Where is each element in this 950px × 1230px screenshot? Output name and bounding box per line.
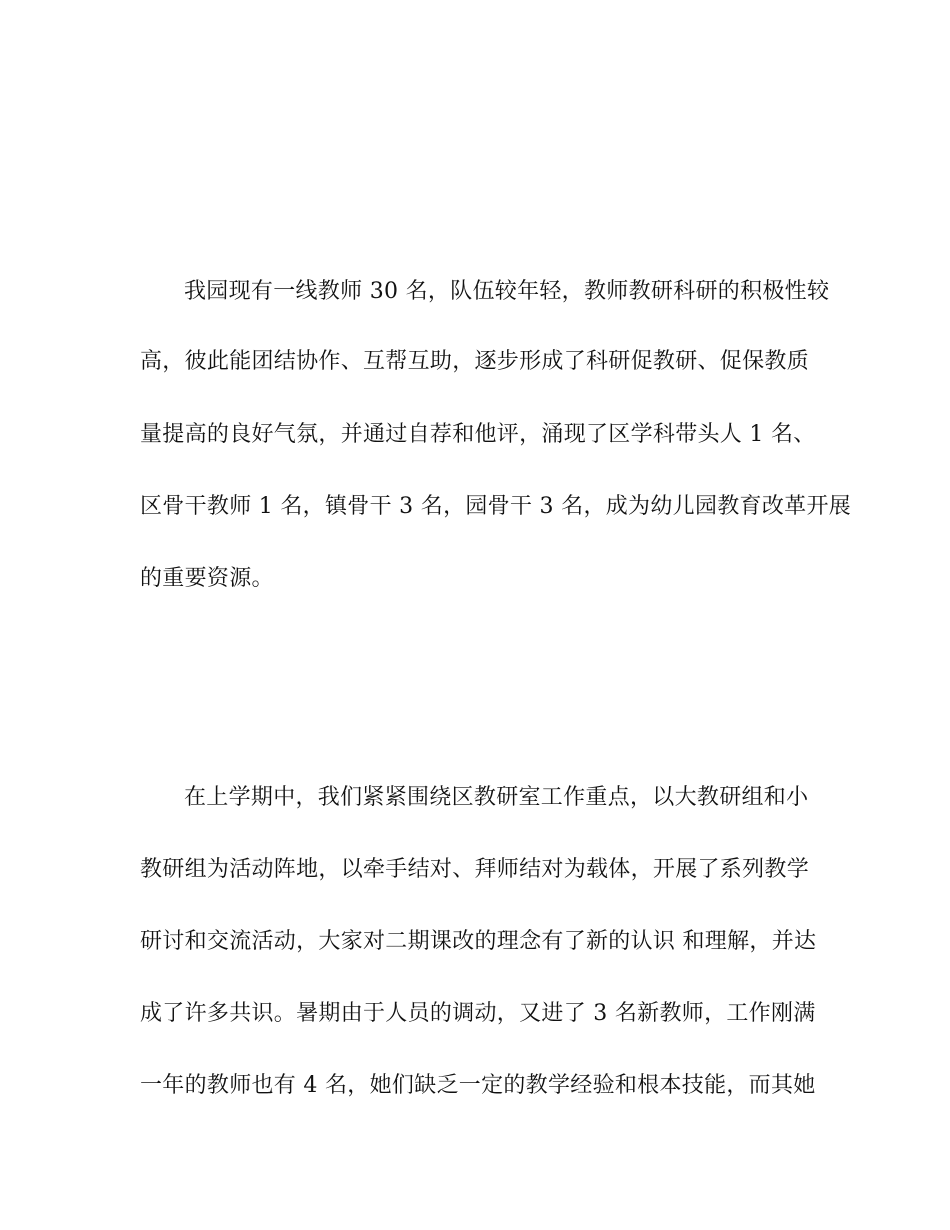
- paragraph-2-line-1: 在上学期中，我们紧紧围绕区教研室工作重点，以大教研组和小: [184, 785, 809, 810]
- paragraph-2-line-4: 成了许多共识。暑期由于人员的调动，又进了 3 名新教师，工作刚满: [140, 1001, 816, 1026]
- paragraph-1-line-1: 我园现有一线教师 30 名，队伍较年轻，教师教研科研的积极性较: [184, 279, 830, 304]
- paragraph-1-line-4: 区骨干教师 1 名，镇骨干 3 名，园骨干 3 名，成为幼儿园教育改革开展: [140, 494, 852, 519]
- paragraph-1-line-2: 高，彼此能团结协作、互帮互助，逐步形成了科研促教研、促保教质: [140, 349, 810, 374]
- paragraph-1-line-3: 量提高的良好气氛，并通过自荐和他评，涌现了区学科带头人 1 名、: [140, 422, 816, 447]
- paragraph-1-line-5: 的重要资源。: [140, 566, 274, 591]
- paragraph-2-line-2: 教研组为活动阵地，以牵手结对、拜师结对为载体，开展了系列教学: [140, 857, 810, 882]
- paragraph-2-line-5: 一年的教师也有 4 名，她们缺乏一定的教学经验和根本技能，而其她: [140, 1073, 816, 1098]
- paragraph-2-line-3: 研讨和交流活动，大家对二期课改的理念有了新的认识 和理解，并达: [140, 929, 817, 954]
